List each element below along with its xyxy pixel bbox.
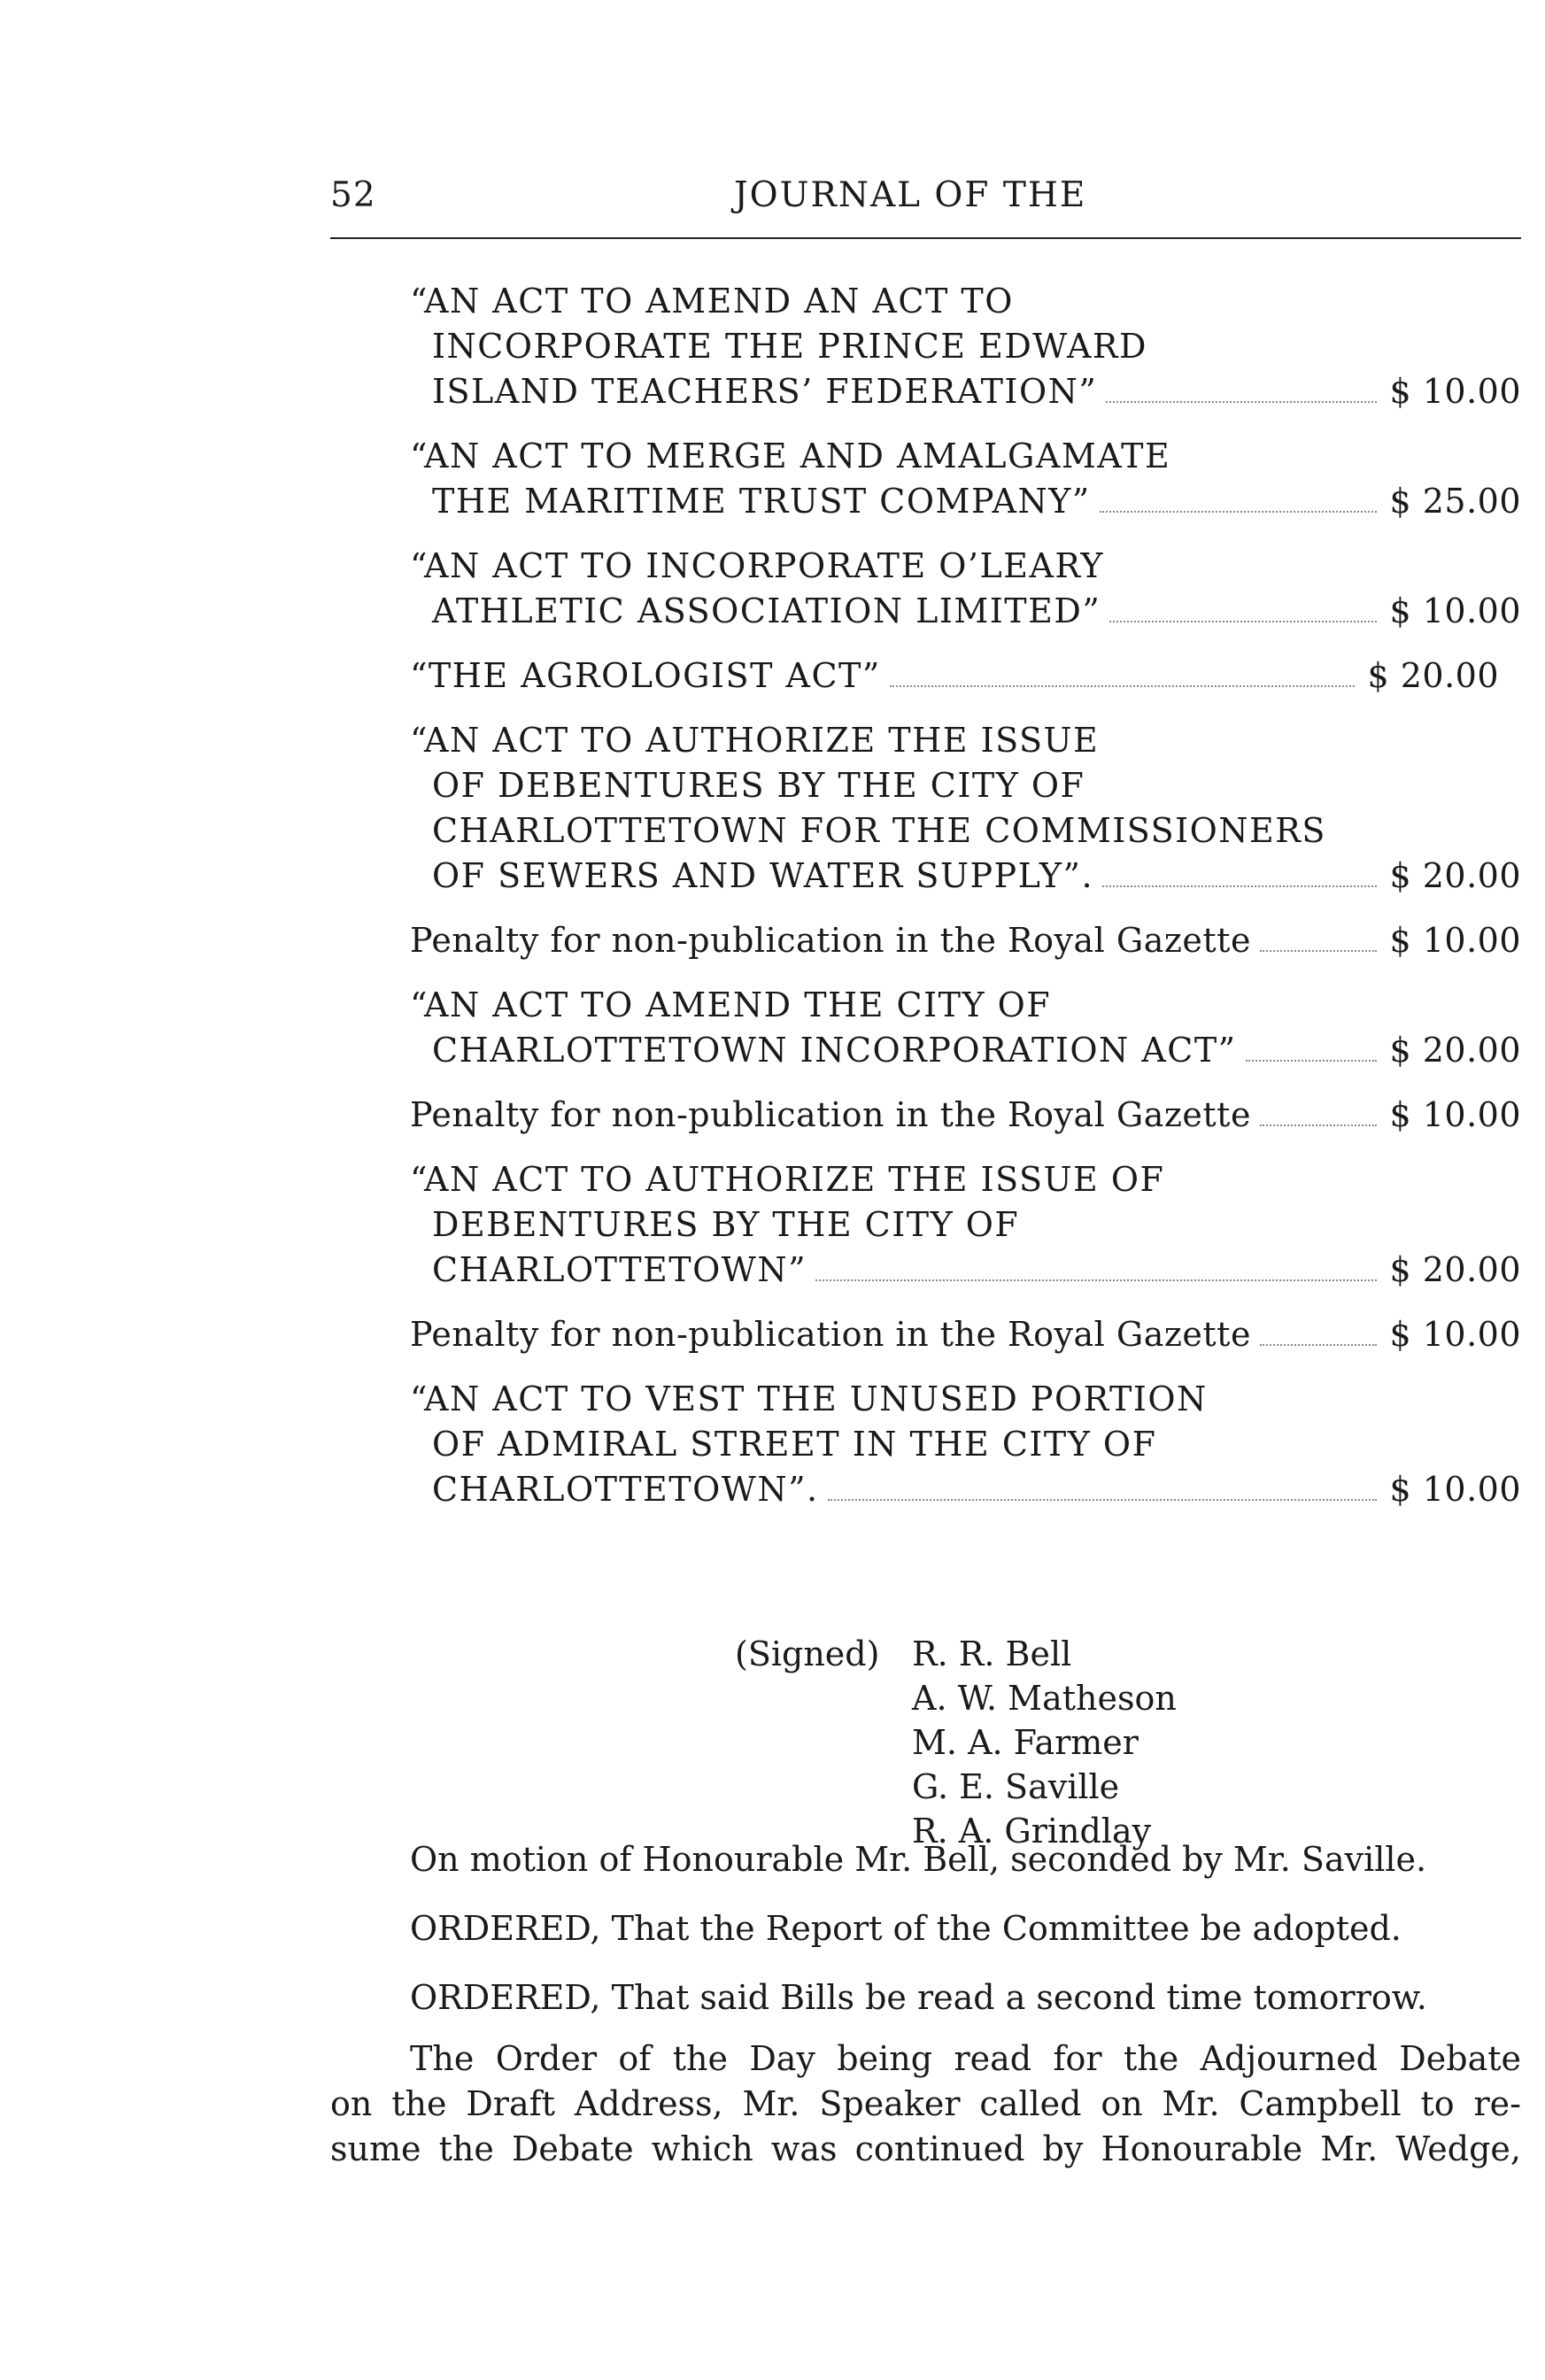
entry-title-text: CHARLOTTETOWN” (432, 1250, 807, 1289)
entry-title-final-line (432, 479, 1521, 524)
entry-gap (0, 899, 1545, 918)
entry-title-final-line (432, 589, 1521, 634)
entry-gap (0, 1073, 1545, 1093)
entry-title-final-line (410, 653, 1499, 699)
signer-name: R. A. Grindlay (912, 1812, 1152, 1851)
paragraph-line: The Order of the Day being read for the Adjourned Debate (410, 2039, 1521, 2078)
entry-title-line (410, 279, 1545, 324)
fee-amount: $ 10.00 (1389, 372, 1521, 411)
dot-leader (828, 1498, 1378, 1501)
entry-title-text: INCORPORATE THE PRINCE EDWARD (432, 327, 1147, 366)
entry-title-text: DEBENTURES BY THE CITY OF (432, 1205, 1020, 1244)
signer-list (912, 1632, 1177, 1853)
motion-line: On motion of Honourable Mr. Bell, seconded by Mr. Saville. (410, 1840, 1427, 1879)
entry-title-line (410, 1377, 1545, 1422)
dot-leader (1100, 510, 1378, 513)
entry-title-text: Penalty for non-publication in the Royal Gazette (410, 1315, 1251, 1354)
entry-title-line (432, 1422, 1545, 1467)
act-entry (0, 1157, 1545, 1293)
entry-title-text: “AN ACT TO AUTHORIZE THE ISSUE (410, 721, 1100, 760)
entry-title-line (410, 983, 1545, 1028)
entry-title-line (410, 1157, 1545, 1202)
fee-list (0, 279, 1545, 1532)
entry-title-text: “AN ACT TO AMEND THE CITY OF (410, 985, 1052, 1024)
entry-gap (0, 1138, 1545, 1157)
entry-title-text: “AN ACT TO INCORPORATE O’LEARY (410, 546, 1104, 585)
entry-title-text: ATHLETIC ASSOCIATION LIMITED” (432, 591, 1101, 630)
entry-title-final-line (410, 1312, 1521, 1357)
running-head: JOURNAL OF THE (734, 175, 1087, 215)
entry-title-final-line (410, 918, 1521, 963)
entry-title-line (410, 434, 1545, 479)
entry-title-text: CHARLOTTETOWN”. (432, 1470, 819, 1509)
penalty-entry (0, 918, 1545, 963)
fee-amount: $ 25.00 (1389, 482, 1521, 521)
fee-amount: $ 10.00 (1389, 1315, 1521, 1354)
act-entry (0, 434, 1545, 524)
entry-title-text: THE MARITIME TRUST COMPANY” (432, 482, 1091, 521)
header-rule (330, 237, 1521, 239)
penalty-entry (0, 1093, 1545, 1138)
fee-amount: $ 10.00 (1389, 591, 1521, 630)
entry-gap (0, 1293, 1545, 1312)
signer-name: R. R. Bell (912, 1634, 1072, 1673)
paragraph-line: sume the Debate which was continued by Honourable Mr. Wedge, (330, 2129, 1521, 2168)
entry-gap (0, 414, 1545, 434)
entry-title-final-line (432, 854, 1521, 899)
entry-gap (0, 1357, 1545, 1377)
ordered-line: ORDERED, That said Bills be read a second time tomorrow. (410, 1978, 1427, 2017)
entry-title-text: CHARLOTTETOWN FOR THE COMMISSIONERS (432, 811, 1326, 850)
signer-name: A. W. Matheson (912, 1679, 1177, 1718)
signer-name: G. E. Saville (912, 1767, 1120, 1806)
dot-leader (1260, 949, 1378, 952)
entry-title-text: “THE AGROLOGIST ACT” (410, 656, 881, 695)
entry-title-final-line (432, 1467, 1521, 1512)
debate-paragraph (330, 2036, 1521, 2172)
entry-title-final-line (432, 369, 1521, 414)
fee-amount: $ 10.00 (1389, 1095, 1521, 1134)
act-entry (0, 544, 1545, 634)
entry-title-line (410, 544, 1545, 589)
paragraph-line: on the Draft Address, Mr. Speaker called on Mr. Campbell to re- (330, 2084, 1521, 2123)
entry-title-text: “AN ACT TO VEST THE UNUSED PORTION (410, 1379, 1208, 1418)
act-entry (0, 279, 1545, 414)
entry-title-text: “AN ACT TO AMEND AN ACT TO (410, 282, 1014, 321)
entry-title-line (432, 324, 1545, 369)
entry-title-text: OF SEWERS AND WATER SUPPLY”. (432, 856, 1094, 895)
dot-leader (890, 684, 1356, 687)
entry-gap (0, 524, 1545, 544)
entry-title-text: OF DEBENTURES BY THE CITY OF (432, 766, 1085, 805)
dot-leader (1246, 1059, 1378, 1062)
entry-title-text: Penalty for non-publication in the Royal Gazette (410, 1095, 1251, 1134)
dot-leader (1102, 885, 1377, 887)
entry-title-final-line (432, 1248, 1521, 1293)
act-entry (0, 1377, 1545, 1512)
act-entry (0, 718, 1545, 899)
act-entry (0, 653, 1545, 699)
entry-title-line (432, 1202, 1545, 1248)
fee-amount: $ 20.00 (1389, 1031, 1521, 1070)
entry-gap (0, 634, 1545, 653)
dot-leader (1260, 1343, 1378, 1346)
entry-title-line (410, 718, 1545, 763)
fee-amount: $ 20.00 (1367, 656, 1499, 695)
penalty-entry (0, 1312, 1545, 1357)
entry-title-line (432, 808, 1545, 854)
dot-leader (1260, 1124, 1378, 1126)
entry-title-line (432, 763, 1545, 808)
entry-gap (0, 699, 1545, 718)
dot-leader (815, 1279, 1377, 1281)
entry-title-text: OF ADMIRAL STREET IN THE CITY OF (432, 1425, 1157, 1464)
entry-title-final-line (432, 1028, 1521, 1073)
entry-title-final-line (410, 1093, 1521, 1138)
entry-title-text: “AN ACT TO MERGE AND AMALGAMATE (410, 437, 1171, 475)
entry-title-text: ISLAND TEACHERS’ FEDERATION” (432, 372, 1098, 411)
page-number: 52 (330, 175, 376, 215)
dot-leader (1109, 620, 1377, 622)
dot-leader (1106, 400, 1377, 403)
entry-title-text: “AN ACT TO AUTHORIZE THE ISSUE OF (410, 1160, 1165, 1199)
entry-title-text: CHARLOTTETOWN INCORPORATION ACT” (432, 1031, 1237, 1070)
fee-amount: $ 10.00 (1389, 921, 1521, 960)
entry-gap (0, 963, 1545, 983)
page-header (330, 175, 1521, 228)
ordered-line: ORDERED, That the Report of the Committee be adopted. (410, 1909, 1402, 1948)
fee-amount: $ 10.00 (1389, 1470, 1521, 1509)
motions (410, 1837, 1521, 2044)
entry-title-text: Penalty for non-publication in the Royal Gazette (410, 921, 1251, 960)
entry-gap (0, 1512, 1545, 1532)
signer-name: M. A. Farmer (912, 1723, 1139, 1762)
act-entry (0, 983, 1545, 1073)
fee-amount: $ 20.00 (1389, 856, 1521, 895)
fee-amount: $ 20.00 (1389, 1250, 1521, 1289)
signed-label: (Signed) (735, 1634, 880, 1673)
